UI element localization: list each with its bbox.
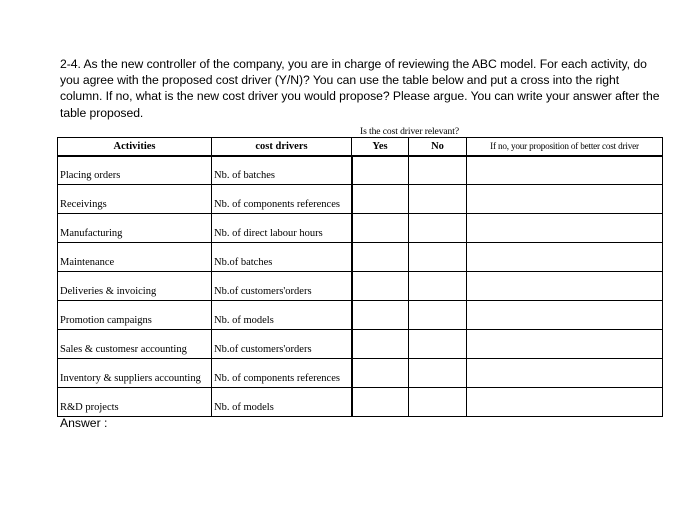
proposal-cell[interactable] xyxy=(467,214,663,243)
yes-cell[interactable] xyxy=(352,156,409,185)
proposal-cell[interactable] xyxy=(467,388,663,417)
table-row xyxy=(58,330,663,359)
relevance-note: Is the cost driver relevant? xyxy=(360,126,459,137)
activity-cell: Deliveries & invoicing xyxy=(58,272,212,301)
no-cell[interactable] xyxy=(409,243,467,272)
yes-cell[interactable] xyxy=(352,359,409,388)
activity-cell: Promotion campaigns xyxy=(58,301,212,330)
driver-cell: Nb. of components references xyxy=(212,359,352,388)
driver-cell: Nb.of customers'orders xyxy=(212,272,352,301)
proposal-cell[interactable] xyxy=(467,156,663,185)
driver-cell: Nb.of batches xyxy=(212,243,352,272)
yes-cell[interactable] xyxy=(352,185,409,214)
answer-label: Answer : xyxy=(60,416,108,430)
yes-cell[interactable] xyxy=(352,214,409,243)
driver-cell: Nb.of customers'orders xyxy=(212,330,352,359)
activity-cell: Sales & customesr accounting xyxy=(58,330,212,359)
abc-cost-driver-table xyxy=(57,137,663,417)
table-row xyxy=(58,156,663,185)
proposal-cell[interactable] xyxy=(467,185,663,214)
proposal-cell[interactable] xyxy=(467,330,663,359)
no-cell[interactable] xyxy=(409,301,467,330)
activity-cell: Placing orders xyxy=(58,156,212,185)
table-row xyxy=(58,243,663,272)
table-row xyxy=(58,359,663,388)
header-activities: Activities xyxy=(58,138,212,156)
activity-cell: Manufacturing xyxy=(58,214,212,243)
table-row xyxy=(58,272,663,301)
table-row xyxy=(58,388,663,417)
table-row xyxy=(58,301,663,330)
driver-cell: Nb. of models xyxy=(212,388,352,417)
no-cell[interactable] xyxy=(409,185,467,214)
table-header-row xyxy=(58,138,663,156)
no-cell[interactable] xyxy=(409,359,467,388)
proposal-cell[interactable] xyxy=(467,243,663,272)
driver-cell: Nb. of components references xyxy=(212,185,352,214)
yes-cell[interactable] xyxy=(352,272,409,301)
table-row xyxy=(58,185,663,214)
no-cell[interactable] xyxy=(409,330,467,359)
no-cell[interactable] xyxy=(409,156,467,185)
no-cell[interactable] xyxy=(409,272,467,301)
header-proposal: If no, your proposition of better cost driver xyxy=(467,138,663,156)
no-cell[interactable] xyxy=(409,388,467,417)
activity-cell: Inventory & suppliers accounting xyxy=(58,359,212,388)
yes-cell[interactable] xyxy=(352,301,409,330)
header-cost-drivers: cost drivers xyxy=(212,138,352,156)
yes-cell[interactable] xyxy=(352,330,409,359)
table-row xyxy=(58,214,663,243)
proposal-cell[interactable] xyxy=(467,301,663,330)
no-cell[interactable] xyxy=(409,214,467,243)
driver-cell: Nb. of models xyxy=(212,301,352,330)
driver-cell: Nb. of batches xyxy=(212,156,352,185)
yes-cell[interactable] xyxy=(352,243,409,272)
activity-cell: Maintenance xyxy=(58,243,212,272)
activity-cell: Receivings xyxy=(58,185,212,214)
driver-cell: Nb. of direct labour hours xyxy=(212,214,352,243)
header-yes: Yes xyxy=(352,138,409,156)
proposal-cell[interactable] xyxy=(467,272,663,301)
activity-cell: R&D projects xyxy=(58,388,212,417)
question-text: 2-4. As the new controller of the company, you are in charge of reviewing the ABC model. For each activity, do you agree with the proposed cost driver (Y/N)? You can use the table below and put a cross into the right column. If no, what is the new cost driver you would propose? Please argue. You can write your answer after the table proposed. xyxy=(60,57,660,120)
yes-cell[interactable] xyxy=(352,388,409,417)
proposal-cell[interactable] xyxy=(467,359,663,388)
header-no: No xyxy=(409,138,467,156)
